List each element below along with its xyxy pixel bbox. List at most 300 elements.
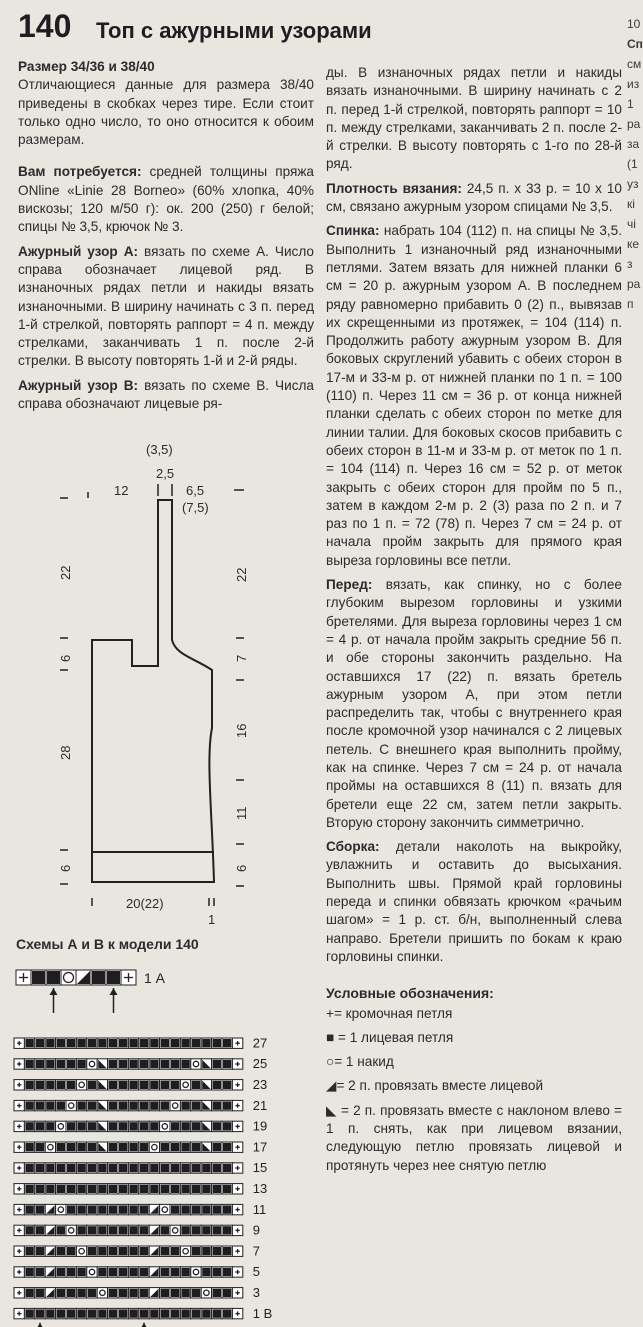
chart-b-cell: [56, 1288, 66, 1298]
right-column: [326, 64, 622, 1181]
chart-b-cell: [149, 1246, 159, 1256]
chart-a-row-label: 1 А: [144, 970, 166, 986]
chart-b-cell: [128, 1246, 138, 1256]
assembly-text: детали наколоть на выкройку, увлажнить и оставить до высыхания. Выполнить швы. Прямой край горловины переда и спинки обвязать крючком «рачьим шагом» = 1 р. ст. б/н, выполненный слева направо. Бретели пришить по бокам к краю горловины спинки.: [326, 839, 622, 964]
chart-b-cell: [170, 1204, 180, 1214]
chart-b-cell: [66, 1080, 76, 1090]
chart-b-cell: [76, 1080, 86, 1090]
page-title: Топ с ажурными узорами: [96, 18, 372, 43]
chart-b-cell: [87, 1100, 97, 1110]
chart-b-cell: [66, 1059, 76, 1069]
chart-b-cell: [222, 1267, 232, 1277]
label-6-5: 6,5: [186, 483, 205, 498]
chart-b-cell: [87, 1163, 97, 1173]
chart-b-cell: [118, 1038, 128, 1048]
label-right-16: 16: [234, 723, 249, 738]
chart-b-cell: [97, 1163, 107, 1173]
chart-b-cell: [222, 1080, 232, 1090]
chart-b-cell: [170, 1163, 180, 1173]
chart-b-cell: [170, 1059, 180, 1069]
chart-b-cell: [108, 1080, 118, 1090]
chart-b-cell: [149, 1163, 159, 1173]
chart-b-cell: [97, 1080, 107, 1090]
chart-b-cell: [180, 1121, 190, 1131]
chart-b-cell: [66, 1225, 76, 1235]
chart-b-cell: [35, 1059, 45, 1069]
chart-b-cell: [170, 1100, 180, 1110]
label-bottom-1: 1: [208, 912, 216, 927]
chart-b-cell: [222, 1100, 232, 1110]
pattern-b-heading: Ажурный узор В:: [18, 377, 139, 393]
chart-b-cell: [118, 1100, 128, 1110]
chart-b-cell: [191, 1225, 201, 1235]
chart-b-cell: [212, 1100, 222, 1110]
chart-b-cell: [191, 1267, 201, 1277]
chart-b-cell: [35, 1080, 45, 1090]
chart-b-cell: [118, 1308, 128, 1318]
model-number: 140: [18, 8, 72, 44]
chart-b-cell: [139, 1059, 149, 1069]
chart-b-cell: [232, 1142, 242, 1152]
materials-heading: Вам потребуется:: [18, 164, 142, 180]
chart-b-cell: [170, 1246, 180, 1256]
chart-b-cell: [170, 1267, 180, 1277]
chart-b-cell: [24, 1100, 34, 1110]
chart-b-cell: [191, 1163, 201, 1173]
chart-b-cell: [128, 1100, 138, 1110]
chart-b-cell: [232, 1246, 242, 1256]
gauge-text: 24,5 п. х 33 р. = 10 х 10 см, связано ажурным узором спицами № 3,5.: [326, 180, 622, 215]
chart-b-cell: [232, 1121, 242, 1131]
chart-b-cell: [76, 1288, 86, 1298]
chart-b-cell: [191, 1246, 201, 1256]
chart-b-cell: [87, 1121, 97, 1131]
chart-b-cell: [14, 1038, 24, 1048]
chart-b-cell: [24, 1288, 34, 1298]
chart-b-cell: [45, 1204, 55, 1214]
chart-b-cell: [160, 1121, 170, 1131]
chart-b-cell: [87, 1059, 97, 1069]
label-left-22: 22: [58, 565, 73, 580]
chart-b-cell: [201, 1038, 211, 1048]
chart-b-cell: [232, 1080, 242, 1090]
chart-b-cell: [128, 1038, 138, 1048]
chart-b-arrow-start: [36, 1323, 44, 1327]
chart-a-cell: [76, 970, 91, 985]
chart-b-cell: [14, 1059, 24, 1069]
chart-b-cell: [14, 1308, 24, 1318]
chart-b-cell: [76, 1267, 86, 1277]
chart-b-row-label: 11: [252, 1201, 267, 1217]
chart-b-cell: [66, 1121, 76, 1131]
front-text: вязать, как спинку, но с более глубоким вырезом горловины и узкими бретелями. Для выреза горловины через 1 см = 4 р. от начала пройм закрыть средние 56 п. и обе стороны закончить раздельно. На оставшихся 17 (22) п. вязать бретель ажурным узором А, при этом петли распределить так, чтобы с внутреннего края после кромочной узор начинался с 2 лицевых петель. С внешнего края выполнить пройму, как на спинке. Через 7 см = 24 р. от начала проймы на оставшихся 8 (11) п. вязать для бретели еще 22 см, затем петли закрыть. Вторую сторону закончить симметрично.: [326, 577, 622, 830]
schemes-title: Схемы А и В к модели 140: [16, 936, 199, 952]
chart-b-cell: [170, 1184, 180, 1194]
chart-b-cell: [139, 1246, 149, 1256]
chart-b-cell: [128, 1288, 138, 1298]
next-page-edge: 10 Сп см из 1 ра за (1 уз кі чі ке з ра п: [627, 17, 643, 311]
chart-b-cell: [201, 1163, 211, 1173]
chart-b-cell: [149, 1184, 159, 1194]
chart-b-cell: [222, 1059, 232, 1069]
chart-b-cell: [56, 1080, 66, 1090]
chart-b-cell: [170, 1225, 180, 1235]
chart-b-cell: [76, 1225, 86, 1235]
chart-b-cell: [14, 1204, 24, 1214]
chart-b-cell: [87, 1308, 97, 1318]
chart-b-cell: [222, 1288, 232, 1298]
chart-b-cell: [212, 1080, 222, 1090]
chart-b-cell: [76, 1308, 86, 1318]
legend-title: Условные обозначения:: [326, 985, 494, 1002]
chart-b-cell: [66, 1308, 76, 1318]
chart-b-cell: [139, 1308, 149, 1318]
knitting-charts: [0, 960, 320, 1321]
chart-a-arrow-end: [110, 988, 118, 1013]
chart-b-cell: [14, 1246, 24, 1256]
chart-b-cell: [128, 1204, 138, 1214]
chart-b-row-label: 23: [252, 1077, 268, 1092]
chart-b-cell: [108, 1267, 118, 1277]
chart-b-cell: [66, 1267, 76, 1277]
chart-a-arrow-start: [50, 988, 58, 1013]
chart-b-cell: [97, 1184, 107, 1194]
chart-b-cell: [212, 1038, 222, 1048]
chart-b-cell: [97, 1246, 107, 1256]
chart-b-cell: [222, 1163, 232, 1173]
chart-b-cell: [160, 1100, 170, 1110]
chart-b-cell: [56, 1184, 66, 1194]
chart-b-cell: [212, 1308, 222, 1318]
chart-b-cell: [66, 1142, 76, 1152]
chart-b-cell: [118, 1163, 128, 1173]
chart-b-cell: [56, 1059, 66, 1069]
chart-b-cell: [87, 1038, 97, 1048]
materials-text: средней толщины пряжа ONline «Linie 28 Borneo» (60% хлопка, 40% вискозы; 120 м/50 г): ок. 200 (250) г белой; спицы № 3,5, крючок № 3.: [18, 164, 314, 235]
chart-b-cell: [45, 1267, 55, 1277]
chart-b-cell: [108, 1225, 118, 1235]
chart-b-cell: [222, 1038, 232, 1048]
chart-b-cell: [180, 1204, 190, 1214]
chart-b-cell: [24, 1184, 34, 1194]
chart-b-cell: [108, 1121, 118, 1131]
chart-b-cell: [180, 1038, 190, 1048]
chart-b-row-label: 9: [252, 1222, 261, 1238]
assembly-heading: Сборка:: [326, 839, 380, 855]
chart-b-cell: [35, 1308, 45, 1318]
chart-b-cell: [108, 1100, 118, 1110]
chart-b-cell: [201, 1100, 211, 1110]
chart-b-cell: [56, 1163, 66, 1173]
chart-b-cell: [139, 1204, 149, 1214]
chart-b-cell: [118, 1246, 128, 1256]
chart-b-cell: [222, 1225, 232, 1235]
chart-b-cell: [160, 1225, 170, 1235]
chart-b-cell: [87, 1142, 97, 1152]
chart-b-cell: [128, 1308, 138, 1318]
chart-b-cell: [191, 1100, 201, 1110]
chart-b-cell: [160, 1204, 170, 1214]
chart-b-cell: [56, 1038, 66, 1048]
chart-b-cell: [139, 1142, 149, 1152]
chart-b-cell: [201, 1142, 211, 1152]
chart-b-cell: [118, 1142, 128, 1152]
chart-b-row-label: 27: [252, 1035, 268, 1051]
chart-b-cell: [14, 1163, 24, 1173]
chart-b-cell: [35, 1267, 45, 1277]
legend-k2tog: ◢= 2 п. провязать вместе лицевой: [326, 1078, 544, 1094]
chart-b-cell: [212, 1059, 222, 1069]
pattern-a-heading: Ажурный узор А:: [18, 243, 139, 259]
chart-b-cell: [128, 1267, 138, 1277]
chart-b-cell: [128, 1142, 138, 1152]
chart-a-cell: [61, 970, 76, 985]
chart-b-cell: [108, 1288, 118, 1298]
chart-b-cell: [180, 1225, 190, 1235]
chart-b-cell: [97, 1100, 107, 1110]
label-left-28: 28: [58, 745, 73, 760]
chart-b-cell: [139, 1121, 149, 1131]
chart-b-cell: [76, 1246, 86, 1256]
chart-b-cell: [97, 1142, 107, 1152]
chart-b-cell: [191, 1142, 201, 1152]
chart-b-cell: [35, 1246, 45, 1256]
chart-b-cell: [118, 1121, 128, 1131]
chart-b-cell: [76, 1184, 86, 1194]
chart-b-cell: [232, 1100, 242, 1110]
chart-b-cell: [66, 1204, 76, 1214]
chart-b-cell: [160, 1267, 170, 1277]
chart-b-cell: [232, 1038, 242, 1048]
chart-b-cell: [160, 1163, 170, 1173]
chart-b-cell: [222, 1204, 232, 1214]
chart-b-cell: [222, 1246, 232, 1256]
schematic-outline: [92, 500, 214, 882]
chart-b-cell: [24, 1059, 34, 1069]
chart-b-cell: [56, 1246, 66, 1256]
chart-b-cell: [201, 1267, 211, 1277]
label-left-6-bottom: 6: [58, 864, 73, 872]
chart-b-cell: [139, 1038, 149, 1048]
chart-b-cell: [232, 1184, 242, 1194]
chart-b-cell: [14, 1121, 24, 1131]
chart-b-cell: [191, 1308, 201, 1318]
chart-b-cell: [149, 1204, 159, 1214]
chart-b-cell: [212, 1121, 222, 1131]
chart-b-cell: [35, 1204, 45, 1214]
chart-b-cell: [180, 1267, 190, 1277]
chart-b-cell: [160, 1080, 170, 1090]
chart-b-cell: [222, 1121, 232, 1131]
chart-b-cell: [170, 1142, 180, 1152]
chart-b-cell: [149, 1267, 159, 1277]
chart-b-cell: [56, 1100, 66, 1110]
chart-b-cell: [160, 1246, 170, 1256]
label-left-6-top: 6: [58, 654, 73, 662]
chart-b-cell: [35, 1100, 45, 1110]
chart-b-cell: [201, 1080, 211, 1090]
chart-b-cell: [35, 1288, 45, 1298]
chart-b-cell: [45, 1142, 55, 1152]
chart-b-cell: [76, 1142, 86, 1152]
chart-b-cell: [170, 1288, 180, 1298]
chart-a-cell: [91, 970, 106, 985]
chart-b-cell: [66, 1038, 76, 1048]
chart-b-cell: [170, 1308, 180, 1318]
chart-b-cell: [191, 1080, 201, 1090]
chart-b-cell: [128, 1184, 138, 1194]
chart-b-cell: [139, 1100, 149, 1110]
chart-b-cell: [191, 1288, 201, 1298]
chart-b-cell: [222, 1184, 232, 1194]
chart-b-cell: [128, 1225, 138, 1235]
chart-b-cell: [118, 1080, 128, 1090]
chart-b-cell: [76, 1059, 86, 1069]
chart-b-cell: [45, 1308, 55, 1318]
chart-b-cell: [87, 1184, 97, 1194]
chart-b-cell: [108, 1059, 118, 1069]
chart-b-cell: [139, 1163, 149, 1173]
chart-b-cell: [45, 1184, 55, 1194]
chart-b-cell: [108, 1038, 118, 1048]
chart-b-cell: [180, 1100, 190, 1110]
chart-b-cell: [14, 1100, 24, 1110]
chart-b-cell: [232, 1267, 242, 1277]
legend-yarn-over: ○= 1 накид: [326, 1054, 394, 1070]
chart-b-cell: [56, 1267, 66, 1277]
chart-b-cell: [97, 1059, 107, 1069]
chart-b-cell: [149, 1308, 159, 1318]
chart-b-cell: [201, 1121, 211, 1131]
chart-b-cell: [232, 1225, 242, 1235]
chart-a-cell: [31, 970, 46, 985]
chart-a-cell: [121, 970, 136, 985]
chart-b-cell: [149, 1288, 159, 1298]
chart-b-cell: [201, 1225, 211, 1235]
chart-b-cell: [149, 1121, 159, 1131]
chart-b-cell: [24, 1080, 34, 1090]
chart-b-cell: [212, 1204, 222, 1214]
chart-b-cell: [97, 1225, 107, 1235]
chart-b-cell: [212, 1288, 222, 1298]
chart-b-cell: [45, 1038, 55, 1048]
pattern-b-continued: ды. В изнаночных рядах петли и накиды вязать изнаночными. В ширину начинать с 2 п. перед 1-й стрелкой, повторять раппорт = 10 п. между стрелками, заканчивать 2 п. после 2-й стрелки. В высоту повторять с 1-го по 28-й ряд.: [326, 65, 622, 172]
chart-b-cell: [149, 1038, 159, 1048]
chart-b-cell: [35, 1163, 45, 1173]
chart-b-cell: [97, 1038, 107, 1048]
chart-b-cell: [45, 1059, 55, 1069]
chart-b-cell: [212, 1184, 222, 1194]
chart-b-cell: [66, 1288, 76, 1298]
chart-b-cell: [180, 1288, 190, 1298]
chart-b-cell: [191, 1184, 201, 1194]
chart-b-cell: [180, 1163, 190, 1173]
chart-b-cell: [24, 1267, 34, 1277]
chart-b-cell: [118, 1288, 128, 1298]
chart-b-row-label: 25: [252, 1056, 268, 1072]
chart-b-cell: [66, 1246, 76, 1256]
chart-b-cell: [139, 1184, 149, 1194]
chart-b-cell: [97, 1288, 107, 1298]
chart-b-row-label: 5: [252, 1264, 261, 1280]
chart-b-cell: [149, 1225, 159, 1235]
label-12: 12: [114, 483, 129, 498]
chart-b-cell: [180, 1080, 190, 1090]
chart-b-cell: [160, 1059, 170, 1069]
chart-b-cell: [14, 1080, 24, 1090]
chart-b-cell: [56, 1121, 66, 1131]
chart-b-cell: [45, 1225, 55, 1235]
chart-b-cell: [24, 1121, 34, 1131]
chart-b-cell: [108, 1184, 118, 1194]
chart-b-cell: [24, 1308, 34, 1318]
legend-edge-stitch: += кромочная петля: [326, 1005, 453, 1021]
chart-b-cell: [87, 1225, 97, 1235]
chart-b-cell: [232, 1059, 242, 1069]
chart-b-cell: [14, 1184, 24, 1194]
chart-b-cell: [128, 1163, 138, 1173]
chart-b-cell: [118, 1059, 128, 1069]
chart-b-cell: [87, 1080, 97, 1090]
chart-b-cell: [160, 1142, 170, 1152]
pattern-b-text: вязать по схеме В. Числа справа обозначают лицевые ря-: [18, 377, 314, 412]
chart-b-cell: [212, 1267, 222, 1277]
chart-b-cell: [56, 1308, 66, 1318]
chart-b-cell: [118, 1267, 128, 1277]
chart-b-cell: [201, 1308, 211, 1318]
chart-b-cell: [87, 1288, 97, 1298]
chart-b-cell: [24, 1163, 34, 1173]
chart-a-cell: [16, 970, 31, 985]
chart-b-cell: [14, 1142, 24, 1152]
size-text: Отличающиеся данные для размера 38/40 приведены в скобках через тире. Если стоит только одно число, то оно относится к обоим размерам.: [18, 77, 314, 148]
chart-b-cell: [66, 1163, 76, 1173]
chart-b-cell: [212, 1246, 222, 1256]
chart-b-cell: [76, 1121, 86, 1131]
chart-b-cell: [160, 1288, 170, 1298]
chart-b-cell: [24, 1246, 34, 1256]
chart-b-cell: [87, 1267, 97, 1277]
chart-b-cell: [201, 1246, 211, 1256]
gauge-heading: Плотность вязания:: [326, 180, 462, 196]
chart-a-cell: [106, 970, 121, 985]
chart-b-row-label: 13: [252, 1181, 268, 1196]
chart-b-row-label: 15: [252, 1160, 268, 1176]
chart-b-cell: [191, 1038, 201, 1048]
chart-b-cell: [66, 1184, 76, 1194]
size-heading: Размер 34/36 и 38/40: [18, 59, 155, 74]
chart-b-cell: [212, 1163, 222, 1173]
chart-b-cell: [232, 1288, 242, 1298]
chart-b-cell: [139, 1225, 149, 1235]
chart-b-cell: [35, 1225, 45, 1235]
chart-b-cell: [128, 1059, 138, 1069]
chart-b-cell: [180, 1142, 190, 1152]
chart-b-cell: [139, 1288, 149, 1298]
label-right-6: 6: [234, 864, 249, 872]
chart-b-cell: [149, 1142, 159, 1152]
chart-b-cell: [232, 1308, 242, 1318]
pattern-a-text: вязать по схеме А. Число справа обозначает лицевой ряд. В изнаночных рядах петли и накиды вязать изнаночными. В ширину начинать с 3 п. перед 1-й стрелкой, повторять раппорт = 4 п. между стрелками, заканчивать 1 п. после 2-й стрелки. В высоту повторять 1-й и 2-й ряды.: [18, 243, 314, 369]
label-3-5: (3,5): [146, 442, 173, 457]
chart-b-cell: [97, 1121, 107, 1131]
chart-b-cell: [24, 1142, 34, 1152]
chart-b-row-label: 7: [252, 1243, 261, 1259]
chart-b-cell: [180, 1059, 190, 1069]
chart-b-row-label: 17: [252, 1139, 268, 1155]
chart-b-cell: [45, 1100, 55, 1110]
chart-b-cell: [76, 1163, 86, 1173]
